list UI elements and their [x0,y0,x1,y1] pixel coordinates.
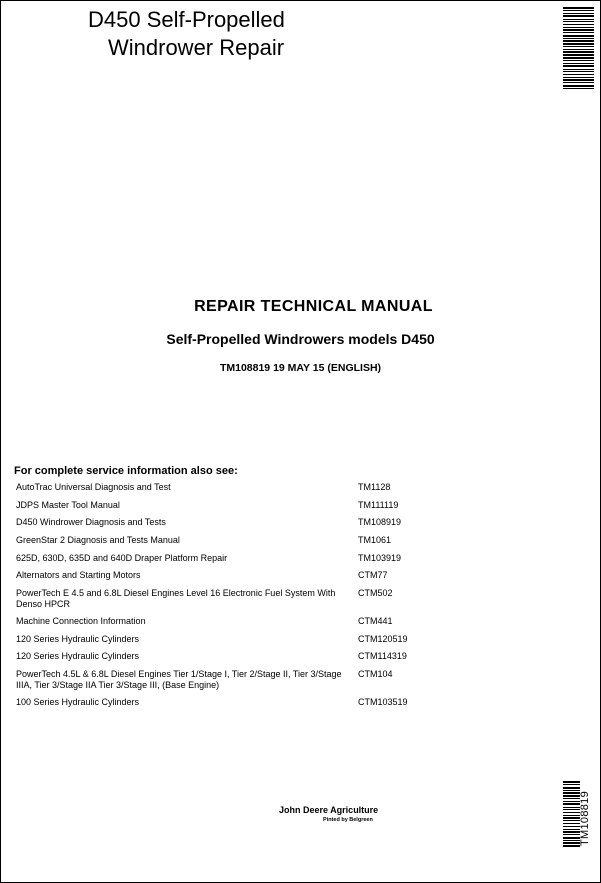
reference-title: Alternators and Starting Motors [16,570,141,580]
reference-title: AutoTrac Universal Diagnosis and Test [16,482,171,492]
reference-title: 100 Series Hydraulic Cylinders [16,697,140,707]
reference-title: PowerTech E 4.5 and 6.8L Diesel Engines Level 16 Electronic Fuel System With Denso HPCR [16,588,336,609]
document-title [88,6,285,62]
reference-code: CTM77 [358,570,388,580]
manual-subtitle: Self-Propelled Windrowers models D450 [166,331,435,347]
footer-printed-by: Pinted by Belgreen [323,817,373,823]
reference-code: CTM103519 [358,697,408,707]
reference-code: CTM104 [358,669,393,679]
footer-brand: John Deere Agriculture [279,805,379,815]
title-line-1: D450 Self-Propelled [88,7,285,32]
reference-code: TM1128 [358,482,391,492]
reference-title: PowerTech 4.5L & 6.8L Diesel Engines Tier 1/Stage I, Tier 2/Stage II, Tier 3/Stage IIIA, Tier 3/Stage IIA Tier 3/Stage III, (Base Engine) [16,669,342,690]
reference-title: JDPS Master Tool Manual [16,500,120,510]
manual-code-line: TM108819 19 MAY 15 (ENGLISH) [219,362,382,374]
reference-code: CTM120519 [358,634,408,644]
see-also-heading: For complete service information also see: [14,465,238,477]
title-line-2: Windrower Repair [108,35,285,60]
reference-title: Machine Connection Information [16,616,146,626]
reference-code: TM103919 [358,553,402,563]
reference-title: 625D, 630D, 635D and 640D Draper Platform Repair [16,553,228,563]
reference-code: CTM114319 [358,651,407,661]
barcode-label: TM108819 [579,791,591,846]
reference-code: TM111119 [358,500,399,510]
reference-code: TM1061 [358,535,392,545]
reference-code: CTM502 [358,588,393,598]
barcode-top-image [563,7,594,89]
reference-title: 120 Series Hydraulic Cylinders [16,651,140,661]
manual-type-heading: REPAIR TECHNICAL MANUAL [194,298,433,315]
barcode-bottom-image [563,781,580,847]
reference-title: GreenStar 2 Diagnosis and Tests Manual [16,535,180,545]
reference-title: 120 Series Hydraulic Cylinders [16,634,140,644]
reference-title: D450 Windrower Diagnosis and Tests [16,517,166,527]
reference-code: CTM441 [358,616,393,626]
reference-code: TM108919 [358,517,402,527]
